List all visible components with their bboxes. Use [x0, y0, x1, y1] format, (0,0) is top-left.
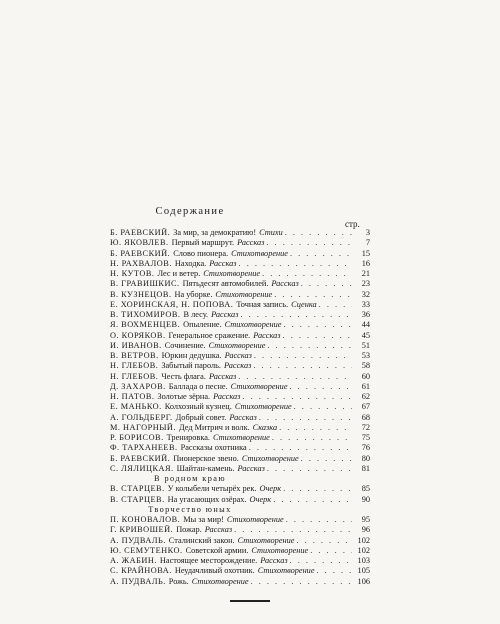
dot-leader — [279, 423, 352, 433]
entry-title: Рассказы охотника — [180, 443, 247, 453]
entry-title: Генеральное сражение. — [168, 330, 251, 340]
toc-entry — [110, 290, 370, 300]
toc-entry — [110, 423, 370, 433]
toc-entry — [110, 536, 370, 546]
entry-title: Шайтан-камень. — [176, 463, 235, 473]
entry-author: А. ГОЛЬДБЕРГ. — [110, 412, 173, 422]
entry-page-number: 21 — [361, 269, 370, 278]
entry-author: В. СТАРЦЕВ. — [110, 484, 165, 494]
dot-leader — [238, 372, 352, 382]
toc-entry — [110, 443, 370, 453]
dot-leader — [267, 464, 352, 474]
entry-title: В лесу. — [183, 310, 209, 319]
toc-entry — [110, 351, 370, 361]
entry-page-number: 90 — [361, 494, 370, 504]
entry-page-number: 53 — [361, 351, 370, 360]
entry-author: В. СТАРЦЕВ. — [110, 494, 165, 504]
dot-leader — [283, 331, 352, 341]
dot-leader — [301, 454, 352, 464]
entry-title: Пожар. — [176, 525, 202, 535]
entry-genre: Стихотворение — [224, 320, 282, 330]
entry-page-number: 106 — [357, 576, 370, 586]
entry-genre: Рассказ — [237, 463, 265, 473]
entry-page-number: 76 — [361, 443, 370, 453]
entry-author: В. ТИХОМИРОВ. — [110, 310, 181, 319]
entry-author: Н. ПАТОВ. — [110, 392, 155, 401]
toc-entry — [110, 341, 370, 351]
toc-entry — [110, 484, 370, 494]
dot-leader — [285, 228, 352, 238]
entry-genre: Рассказ — [224, 361, 252, 371]
dot-leader — [254, 351, 352, 361]
dot-leader — [259, 413, 352, 423]
dot-leader — [310, 546, 352, 556]
entry-author: А. ЖАБИН. — [110, 556, 157, 565]
entry-page-number: 68 — [361, 412, 370, 422]
entry-page-number: 80 — [361, 453, 370, 463]
toc-entry — [110, 382, 370, 392]
entry-page-number: 23 — [361, 279, 370, 289]
entry-page-number: 62 — [361, 392, 370, 401]
dot-leader — [301, 279, 352, 289]
entry-genre: Стихотворение — [191, 576, 249, 586]
entry-page-number: 51 — [361, 340, 370, 350]
dot-leader — [267, 341, 352, 351]
entry-page-number: 102 — [357, 545, 370, 555]
entry-title: Первый маршрут. — [171, 238, 235, 248]
entry-genre: Очерк — [259, 484, 282, 494]
entry-genre: Стихотворение — [215, 289, 273, 299]
entry-title: Золотые зёрна. — [157, 392, 211, 401]
entry-title: Дед Митрич и волк. — [179, 422, 250, 432]
toc-entry — [110, 310, 370, 320]
entry-author: Б. РАЕВСКИЙ. — [110, 453, 171, 463]
entry-page-number: 75 — [361, 433, 370, 442]
entry-title: Колхозный кузнец. — [164, 402, 232, 412]
entry-author: А. ПУДВАЛЬ. — [110, 535, 166, 545]
toc-entry — [110, 331, 370, 341]
dot-leader — [234, 525, 352, 535]
entry-title: На угасающих озёрах. — [167, 494, 247, 504]
entry-title: Добрый совет. — [175, 412, 227, 422]
toc-entry — [110, 464, 370, 474]
dot-leader — [262, 269, 352, 279]
toc-entry — [110, 433, 370, 443]
entry-title: Настоящее месторождение. — [159, 556, 258, 565]
entry-page-number: 61 — [361, 381, 370, 391]
entry-author: Е. МАНЬКО. — [110, 402, 162, 412]
entry-genre: Рассказ — [260, 556, 288, 565]
dot-leader — [283, 484, 352, 494]
toc-entry — [110, 279, 370, 289]
toc-entry — [110, 372, 370, 382]
entry-author: Р. БОРИСОВ. — [110, 433, 164, 442]
entry-title: Тренировка. — [166, 433, 211, 442]
entry-title: Точная запись. — [236, 299, 289, 309]
entry-page-number: 3 — [365, 228, 370, 237]
entry-title: У колыбели четырёх рек. — [167, 484, 257, 494]
toc-entry — [110, 525, 370, 535]
entry-page-number: 96 — [361, 525, 370, 535]
dot-leader — [272, 433, 352, 443]
entry-author: И. ИВАНОВ. — [110, 340, 162, 350]
entry-genre: Стихотворение — [213, 433, 270, 442]
entry-genre: Стихотворение — [208, 340, 266, 350]
entry-author: В. КУЗНЕЦОВ. — [110, 289, 172, 299]
dot-leader — [283, 320, 352, 330]
toc-entry — [110, 556, 370, 566]
toc-entry — [110, 495, 370, 505]
dot-leader — [290, 382, 353, 392]
entry-page-number: 7 — [365, 238, 370, 248]
dot-leader — [240, 310, 352, 320]
entry-genre: Рассказ — [211, 310, 239, 319]
entry-genre: Рассказ — [253, 330, 281, 340]
entry-title: Мы за мир! — [183, 515, 224, 524]
entry-author: А. ПУДВАЛЬ. — [110, 576, 166, 586]
toc-entry — [110, 320, 370, 330]
entry-title: На уборке. — [174, 289, 213, 299]
section-heading: Творчество юных — [148, 504, 232, 514]
entry-page-number: 102 — [357, 535, 370, 545]
entry-page-number: 15 — [361, 248, 370, 258]
entry-title: Честь флага. — [161, 371, 206, 381]
entry-genre: Стихи — [259, 228, 283, 237]
dot-leader — [266, 238, 352, 248]
entry-author: Я. ВОХМЕНЦЕВ. — [110, 320, 181, 330]
entry-genre: Стихотворение — [237, 535, 295, 545]
entry-author: В. ВЕТРОВ. — [110, 351, 159, 360]
entry-genre: Рассказ — [237, 238, 265, 248]
entry-genre: Рассказ — [208, 371, 237, 381]
entry-title: Рожь. — [168, 576, 189, 586]
dot-leader — [317, 566, 352, 576]
entry-author: Б. РАЕВСКИЙ. — [110, 228, 171, 237]
entry-author: П. КОНОВАЛОВ. — [110, 515, 181, 524]
entry-genre: Рассказ — [204, 525, 233, 535]
entry-page-number: 60 — [361, 371, 370, 381]
toc-entry — [110, 454, 370, 464]
entry-genre: Стихотворение — [257, 566, 315, 576]
entry-genre: Очерк — [249, 494, 272, 504]
entry-genre: Рассказ — [229, 412, 257, 422]
toc-entry — [110, 238, 370, 248]
entry-title: Опыление. — [183, 320, 222, 330]
bottom-rule — [230, 600, 270, 602]
toc-entry — [110, 402, 370, 412]
dot-leader — [274, 290, 352, 300]
entry-title: Юркин дедушка. — [161, 351, 222, 360]
dot-leader — [242, 392, 352, 402]
entry-author: Н. ГЛЕБОВ. — [110, 361, 159, 371]
entry-author: О. КОРЯКОВ. — [110, 330, 166, 340]
entry-title: Пионерское звено. — [173, 453, 239, 463]
entry-genre: Рассказ — [271, 279, 299, 289]
entry-genre: Рассказ — [209, 258, 237, 268]
page-title: Содержание — [155, 206, 225, 217]
entry-page-number: 58 — [361, 361, 370, 371]
entry-genre: Стихотворение — [231, 248, 288, 258]
entry-title: Советской армии. — [185, 545, 249, 555]
dot-leader — [239, 259, 352, 269]
entry-page-number: 95 — [361, 515, 370, 524]
entry-author: Н. ГЛЕБОВ. — [110, 371, 159, 381]
dot-leader — [290, 249, 352, 259]
entry-genre: Стихотворение — [234, 402, 292, 412]
entry-page-number: 105 — [357, 566, 370, 576]
entry-author: Б. РАЕВСКИЙ. — [110, 248, 171, 258]
toc-entry — [110, 361, 370, 371]
toc-entry — [110, 392, 370, 402]
entry-author: М. НАГОРНЫЙ. — [110, 422, 176, 432]
entry-title: Неудачливый охотник. — [174, 566, 255, 576]
entry-author: Г. КРИВОШЕЙ. — [110, 525, 174, 535]
entry-author: В. ГРАВИШКИС. — [110, 279, 180, 289]
dot-leader — [249, 443, 352, 453]
entry-page-number: 32 — [361, 289, 370, 299]
entry-author: С. КРАЙНОВА. — [110, 566, 172, 576]
entry-genre: Сказка — [252, 422, 278, 432]
entry-author: С. ЛЯЛИЦКАЯ. — [110, 463, 174, 473]
entry-page-number: 44 — [361, 320, 370, 330]
dot-leader — [296, 536, 352, 546]
entry-genre: Стихотворение — [226, 515, 284, 524]
entry-title: Пятьдесят автомобилей. — [182, 279, 269, 289]
toc-entry — [110, 300, 370, 310]
toc-entry — [110, 413, 370, 423]
toc-entry — [110, 566, 370, 576]
toc-entry — [110, 515, 370, 525]
toc-entry — [110, 259, 370, 269]
entry-title: Лес и ветер. — [157, 269, 201, 278]
entry-page-number: 67 — [361, 402, 370, 412]
entry-title: Находка. — [174, 258, 207, 268]
dot-leader — [294, 402, 352, 412]
entry-author: Д. ЗАХАРОВ. — [110, 381, 166, 391]
entry-title: Забытый пароль. — [161, 361, 221, 371]
entry-title: Сочинение. — [164, 340, 206, 350]
toc-entry — [110, 577, 370, 587]
toc-entry — [110, 269, 370, 279]
entry-page-number: 45 — [361, 330, 370, 340]
entry-page-number: 81 — [361, 463, 370, 473]
section-heading: В родном краю — [154, 474, 226, 483]
toc-entry — [110, 249, 370, 259]
page-number-label: стр. — [345, 219, 360, 229]
dot-leader — [290, 556, 352, 566]
entry-page-number: 16 — [361, 258, 370, 268]
dot-leader — [319, 300, 352, 310]
dot-leader — [286, 515, 352, 525]
entry-author: Е. ХОРИНСКАЯ, Н. ПОПОВА. — [110, 299, 234, 309]
toc-entry — [110, 228, 370, 238]
entry-page-number: 85 — [361, 484, 370, 494]
dot-leader — [273, 495, 352, 505]
dot-leader — [251, 577, 352, 587]
entry-title: Баллада о песне. — [168, 381, 228, 391]
entry-genre: Стихотворение — [241, 453, 299, 463]
entry-title: За мир, за демократию! — [173, 228, 257, 237]
entry-genre: Стихотворение — [230, 381, 288, 391]
entry-author: Ф. ТАРХАНЕЕВ. — [110, 443, 178, 453]
dot-leader — [253, 361, 352, 371]
entry-genre: Рассказ — [224, 351, 252, 360]
entry-author: Н. РАХВАЛОВ. — [110, 258, 172, 268]
entry-title: Слово пионера. — [173, 248, 229, 258]
entry-title: Сталинский закон. — [168, 535, 235, 545]
entry-author: Ю. СЕМУТЕНКО. — [110, 545, 183, 555]
toc-entry — [110, 546, 370, 556]
toc-list — [110, 228, 370, 587]
entry-genre: Рассказ — [213, 392, 241, 401]
entry-author: Н. КУТОВ. — [110, 269, 155, 278]
entry-page-number: 36 — [361, 310, 370, 319]
entry-genre: Стихотворение — [203, 269, 261, 278]
entry-page-number: 72 — [361, 422, 370, 432]
entry-genre: Сценка — [291, 299, 317, 309]
entry-author: Ю. ЯКОВЛЕВ. — [110, 238, 169, 248]
entry-page-number: 33 — [361, 299, 370, 309]
entry-page-number: 103 — [357, 556, 370, 565]
entry-genre: Стихотворение — [251, 545, 309, 555]
